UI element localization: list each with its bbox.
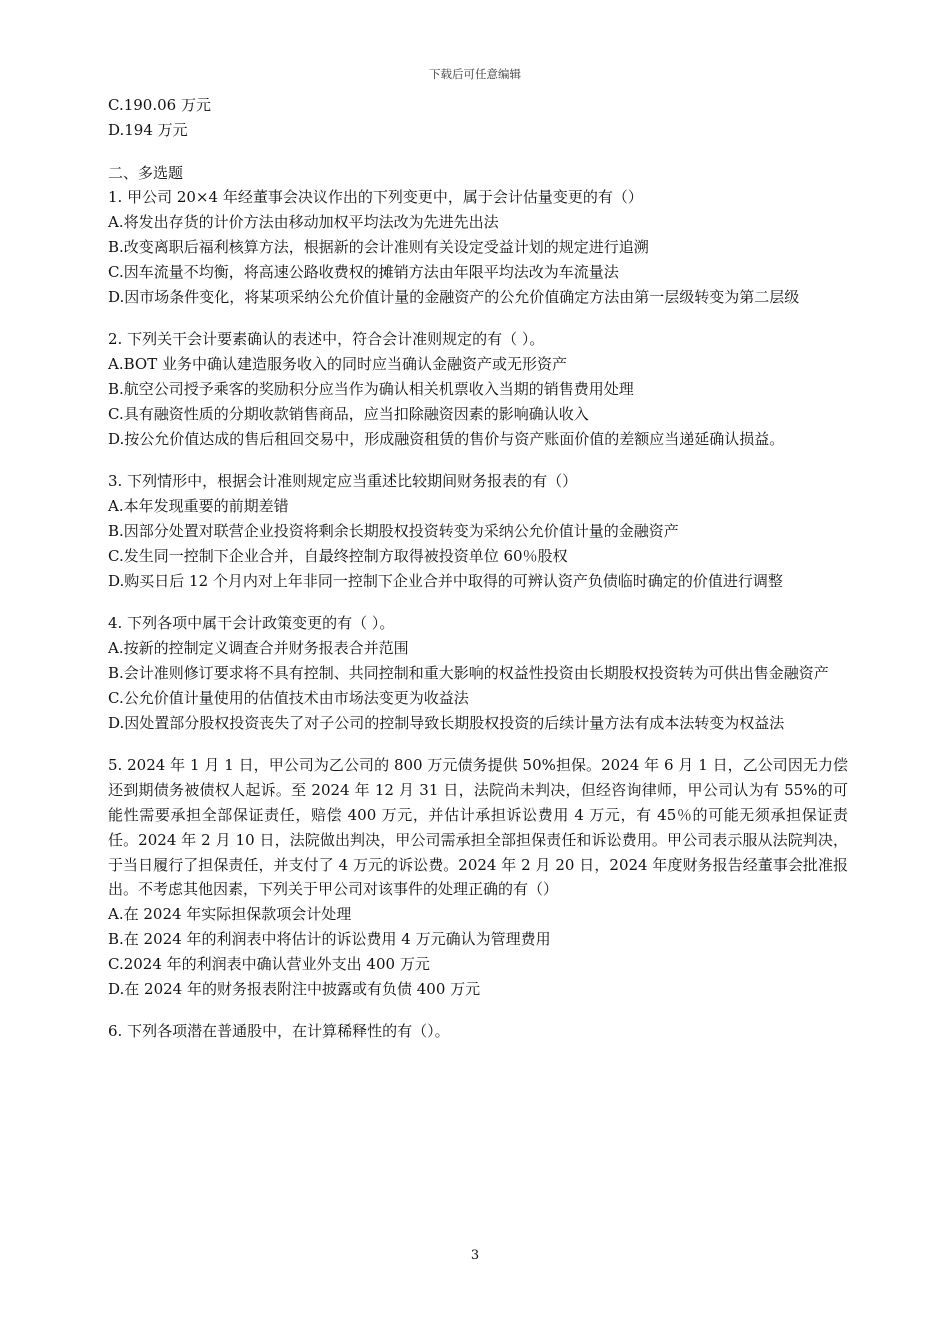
- option-c: C.因车流量不均衡，将高速公路收费权的摊销方法由年限平均法改为车流量法: [108, 262, 619, 281]
- option-b: B.改变离职后福利核算方法，根据新的会计准则有关设定受益计划的规定进行追溯: [108, 237, 649, 256]
- question-6: [108, 1019, 848, 1044]
- option-c: C.发生同一控制下企业合并，自最终控制方取得被投资单位 60％股权: [108, 546, 568, 565]
- option-b: B.会计准则修订要求将不具有控制、共同控制和重大影响的权益性投资由长期股权投资转为可供出售金融资产: [108, 663, 829, 682]
- section-title: 二、多选题: [108, 163, 184, 182]
- option-b: B.因部分处置对联营企业投资将剩余长期股权投资转变为采纳公允价值计量的金融资产: [108, 521, 679, 540]
- question-stem: 1. 甲公司 20×4 年经董事会决议作出的下列变更中，属于会计估量变更的有（）: [108, 188, 643, 207]
- question-stem: 4. 下列各项中属干会计政策变更的有（ ）。: [108, 614, 395, 633]
- question-stem: 5. 2024 年 1 月 1 日，甲公司为乙公司的 800 万元债务提供 50%担保。2024 年 6 月 1 日，乙公司因无力偿还到期债务被债权人起诉。至 2024 年 12 月 31 日，法院尚未判决，但经咨询律师，甲公司认为有 55%的可能性需要承担全部保证责任，赔偿 400 万元，并估计承担诉讼费用 4 万元，有 45％的可能无须承担保证责任。2024 年 2 月 10 日，法院做出判决，甲公司需承担全部担保责任和诉讼费用。甲公司表示服从法院判决，于当日履行了担保责任，并支付了 4 万元的诉讼费。2024 年 2 月 20 日，2024 年度财务报告经董事会批准报出。不考虑其他因素，下列关于甲公司对该事件的处理正确的有（）: [108, 756, 848, 899]
- option-c: C.190.06 万元: [108, 96, 211, 114]
- option-d: D.购买日后 12 个月内对上年非同一控制下企业合并中取得的可辨认资产负债临时确定的价值进行调整: [108, 571, 783, 590]
- option-c: C.具有融资性质的分期收款销售商品，应当扣除融资因素的影响确认收入: [108, 404, 589, 423]
- option-d: D.194 万元: [108, 120, 188, 139]
- option-b: B.在 2024 年的利润表中将估计的诉讼费用 4 万元确认为管理费用: [108, 929, 551, 948]
- option-d: D.因市场条件变化，将某项采纳公允价值计量的金融资产的公允价值确定方法由第一层级转变为第二层级: [108, 287, 800, 306]
- question-1: [108, 185, 848, 309]
- page-number: 3: [470, 1248, 480, 1263]
- option-b: B.航空公司授予乘客的奖励积分应当作为确认相关机票收入当期的销售费用处理: [108, 379, 634, 398]
- document-body: [108, 93, 848, 1044]
- question-4: [108, 611, 848, 735]
- option-a: A.本年发现重要的前期差错: [108, 497, 289, 516]
- option-d: D.按公允价值达成的售后租回交易中，形成融资租赁的售价与资产账面价值的差额应当递延确认损益。: [108, 429, 785, 448]
- question-3: [108, 469, 848, 593]
- option-a: A.将发出存货的计价方法由移动加权平均法改为先进先出法: [108, 213, 499, 232]
- option-d: D.在 2024 年的财务报表附注中披露或有负债 400 万元: [108, 979, 481, 998]
- option-d: D.因处置部分股权投资丧失了对子公司的控制导致长期股权投资的后续计量方法有成本法转变为权益法: [108, 713, 785, 732]
- option-a: A.BOT 业务中确认建造服务收入的同时应当确认金融资产或无形资产: [108, 355, 567, 374]
- option-c: C.2024 年的利润表中确认营业外支出 400 万元: [108, 954, 430, 973]
- question-stem: 3. 下列情形中，根据会计准则规定应当重述比较期间财务报表的有（）: [108, 472, 578, 491]
- question-stem: 2. 下列关干会计要素确认的表述中，符合会计准则规定的有（ ）。: [108, 330, 545, 349]
- question-stem: 6. 下列各项潜在普通股中，在计算稀释性的有（）。: [108, 1022, 450, 1041]
- option-a: A.在 2024 年实际担保款项会计处理: [108, 905, 352, 924]
- question-2: [108, 327, 848, 451]
- option-c: C.公允价值计量使用的估值技术由市场法变更为收益法: [108, 688, 469, 707]
- page-header: 下载后可任意编辑: [429, 67, 521, 81]
- option-a: A.按新的控制定义调查合并财务报表合并范围: [108, 639, 409, 658]
- question-5: [108, 753, 848, 1001]
